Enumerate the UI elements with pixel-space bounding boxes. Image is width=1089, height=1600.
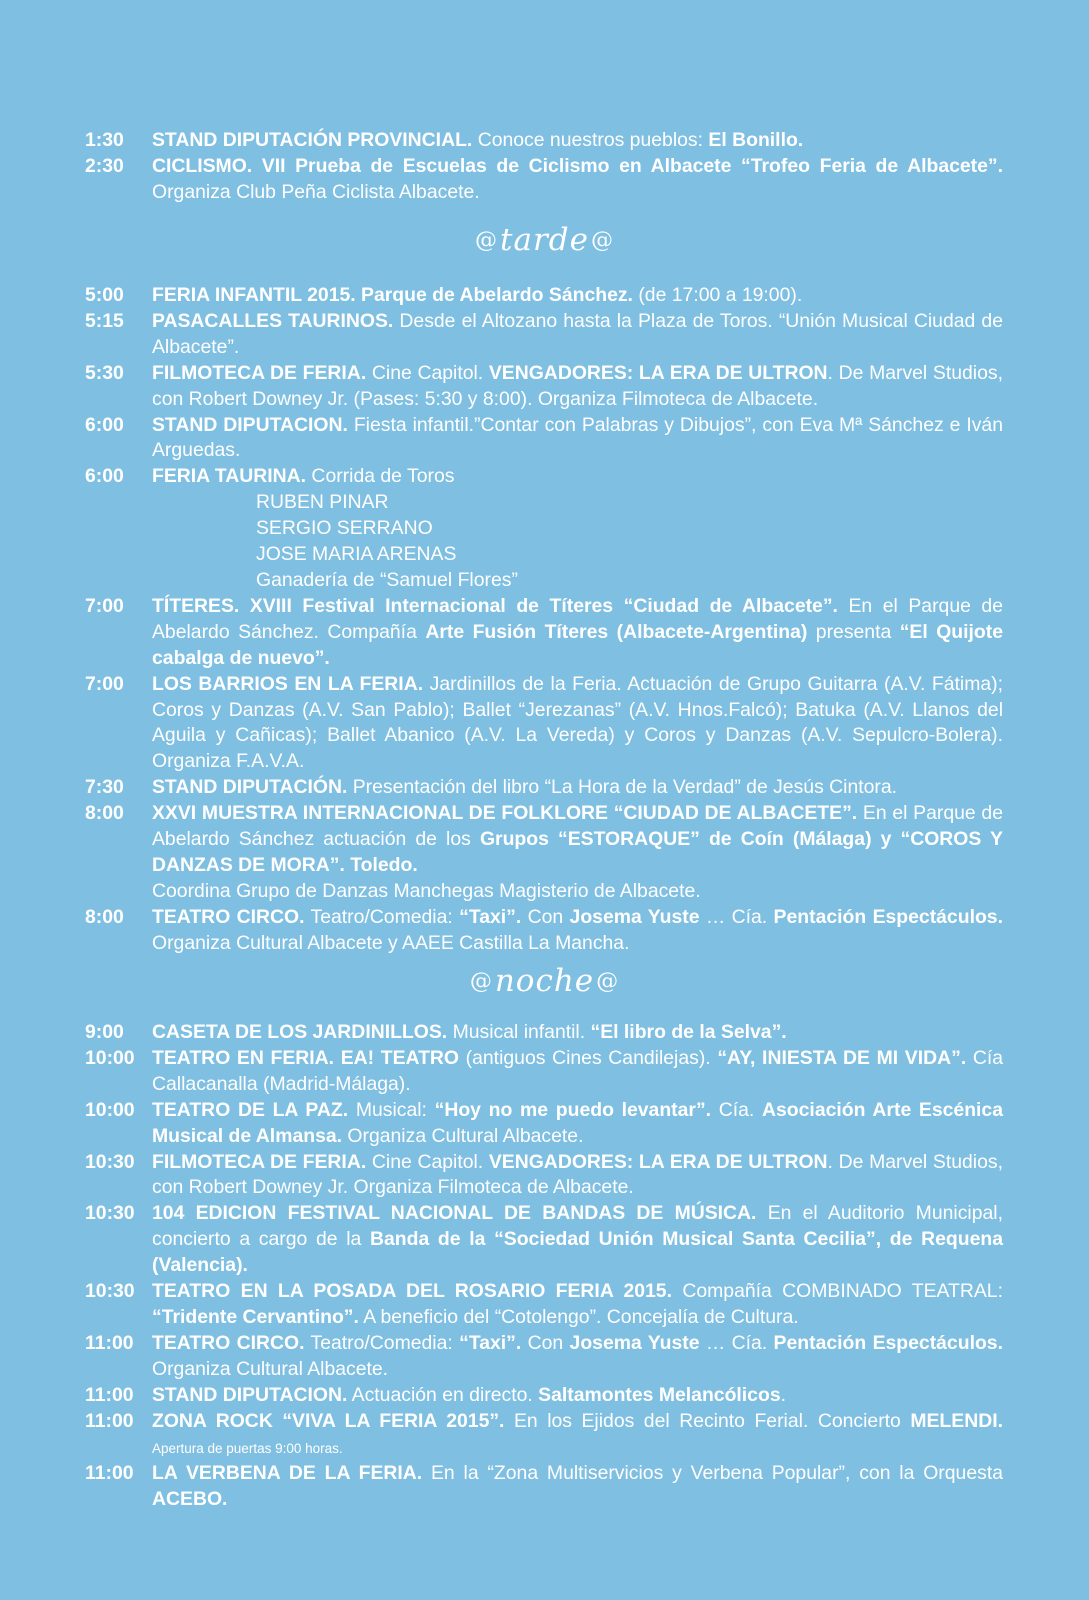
schedule-entry [85,1383,1003,1409]
entry-time: 7:00 [85,594,124,617]
swirl-left-icon: @ [469,969,493,994]
schedule-entry [85,154,1003,206]
schedule-entry [85,413,1003,465]
entry-time: 11:00 [85,1462,134,1485]
entry-time: 8:00 [85,905,124,928]
schedule-entry [85,801,1003,905]
entry-description: LOS BARRIOS EN LA FERIA. Jardinillos de la Feria. Actuación de Grupo Guitarra (A.V. Fátima); Coros y Danzas (A.V. San Pablo); Ballet “Jerezanas” (A.V. Hnos.Falcó); Batuka (A.V. Llanos del Aguila y Cañicas); Ballet Abanico (A.V. La Vereda) y Coros y Danzas (A.V. Sepulcro-Bolera). Organiza F.A.V.A. [152,672,1003,773]
swirl-right-icon: @ [590,228,614,253]
entry-description: FERIA INFANTIL 2015. Parque de Abelardo Sánchez. (de 17:00 a 19:00). [152,284,803,306]
schedule-entry [85,128,1003,154]
entry-time: 10:00 [85,1098,135,1121]
entry-description: FILMOTECA DE FERIA. Cine Capitol. VENGADORES: LA ERA DE ULTRON. De Marvel Studios, con Robert Downey Jr. Organiza Filmoteca de Albacete. [152,1150,1003,1199]
entry-description: 104 EDICION FESTIVAL NACIONAL DE BANDAS DE MÚSICA. En el Auditorio Municipal, concierto a cargo de la Banda de la “Sociedad Unión Musical Santa Cecilia”, de Requena (Valencia). [152,1202,1003,1277]
swirl-left-icon: @ [475,228,499,253]
schedule-entry [85,672,1003,776]
entry-time: 5:30 [85,361,124,384]
entry-description: FILMOTECA DE FERIA. Cine Capitol. VENGADORES: LA ERA DE ULTRON. De Marvel Studios, con Robert Downey Jr. (Pases: 5:30 y 8:00). Organiza Filmoteca de Albacete. [152,361,1003,410]
entry-time: 1:30 [85,129,124,151]
entry-description: STAND DIPUTACION. Fiesta infantil.”Contar con Palabras y Dibujos”, con Eva Mª Sánchez e Iván Arguedas. [152,413,1003,462]
entry-description: XXVI MUESTRA INTERNACIONAL DE FOLKLORE “CIUDAD DE ALBACETE”. En el Parque de Abelardo Sánchez actuación de los Grupos “ESTORAQUE” de Coín (Málaga) y “COROS Y DANZAS DE MORA”. Toledo. Coordina Grupo de Danzas Manchegas Magisterio de Albacete. [152,802,1003,902]
schedule-entry [85,464,1003,594]
entry-time: 10:00 [85,1046,135,1069]
entry-description: STAND DIPUTACIÓN PROVINCIAL. Conoce nuestros pueblos: El Bonillo. [152,129,804,151]
entry-time: 7:30 [85,776,124,799]
entry-time: 10:30 [85,1202,135,1225]
entry-description: TEATRO EN LA POSADA DEL ROSARIO FERIA 2015. Compañía COMBINADO TEATRAL: “Tridente Cervantino”. A beneficio del “Cotolengo”. Concejalía de Cultura. [152,1280,1003,1328]
entry-time: 11:00 [85,1383,134,1406]
section-heading-noche [0,963,1089,999]
schedule-entry [85,1150,1003,1202]
entry-description: TEATRO EN FERIA. EA! TEATRO (antiguos Cines Candilejas). “AY, INIESTA DE MI VIDA”. Cía Callacanalla (Madrid-Málaga). [152,1046,1004,1095]
schedule-entry [85,1046,1003,1098]
entry-description: TEATRO CIRCO. Teatro/Comedia: “Taxi”. Con Josema Yuste … Cía. Pentación Espectáculos. Organiza Cultural Albacete y AAEE Castilla La Mancha. [152,905,1003,954]
schedule-entry [85,361,1003,413]
section-title-noche: noche [494,963,595,999]
entry-description: PASACALLES TAURINOS. Desde el Altozano hasta la Plaza de Toros. “Unión Musical Ciudad de Albacete”. [152,309,1003,358]
entry-description: LA VERBENA DE LA FERIA. En la “Zona Multiservicios y Verbena Popular”, con la Orquesta ACEBO. [152,1462,1003,1511]
entry-time: 10:30 [85,1150,135,1173]
schedule-entry [85,283,1003,309]
schedule-entry [85,1098,1003,1150]
entry-description: CASETA DE LOS JARDINILLOS. Musical infantil. “El libro de la Selva”. [152,1021,787,1043]
morning-schedule [85,128,1003,206]
entry-description: ZONA ROCK “VIVA LA FERIA 2015”. En los Ejidos del Recinto Ferial. Concierto MELENDI. Apertura de puertas 9:00 horas. [152,1409,1003,1456]
schedule-entry [85,1409,1003,1462]
entry-description: CICLISMO. VII Prueba de Escuelas de Ciclismo en Albacete “Trofeo Feria de Albacete”. Organiza Club Peña Ciclista Albacete. [152,154,1003,203]
entry-description: STAND DIPUTACION. Actuación en directo. Saltamontes Melancólicos. [152,1383,786,1406]
schedule-entry [85,309,1003,361]
entry-time: 7:00 [85,672,124,695]
entry-time: 11:00 [85,1409,134,1432]
entry-description: TEATRO DE LA PAZ. Musical: “Hoy no me puedo levantar”. Cía. Asociación Arte Escénica Musical de Almansa. Organiza Cultural Albacete. [152,1098,1003,1147]
entry-time: 5:15 [85,309,124,332]
entry-time: 6:00 [85,413,124,436]
entry-time: 2:30 [85,154,124,177]
entry-description: TÍTERES. XVIII Festival Internacional de Títeres “Ciudad de Albacete”. En el Parque de Abelardo Sánchez. Compañía Arte Fusión Títeres (Albacete-Argentina) presenta “El Quijote cabalga de nuevo”. [152,594,1003,669]
schedule-entry [85,1461,1003,1513]
entry-description: STAND DIPUTACIÓN. Presentación del libro “La Hora de la Verdad” de Jesús Cintora. [152,776,898,799]
entry-time: 9:00 [85,1021,124,1043]
schedule-entry [85,594,1003,672]
schedule-entry [85,1331,1003,1383]
section-heading-tarde [0,222,1089,258]
schedule-entry [85,775,1003,801]
entry-time: 6:00 [85,465,124,488]
entry-description: TEATRO CIRCO. Teatro/Comedia: “Taxi”. Con Josema Yuste … Cía. Pentación Espectáculos. Organiza Cultural Albacete. [152,1331,1003,1380]
section-title-tarde: tarde [500,222,589,258]
night-schedule [85,1020,1003,1513]
schedule-entry [85,1279,1003,1331]
entry-time: 8:00 [85,802,124,825]
schedule-entry [85,1201,1003,1279]
entry-time: 10:30 [85,1280,135,1303]
entry-time: 5:00 [85,284,124,306]
schedule-entry [85,1020,1003,1046]
entry-description: FERIA TAURINA. Corrida de Toros RUBEN PINAR SERGIO SERRANO JOSE MARIA ARENAS Ganadería de “Samuel Flores” [152,465,518,591]
swirl-right-icon: @ [596,969,620,994]
entry-time: 11:00 [85,1331,134,1354]
schedule-entry [85,905,1003,957]
afternoon-schedule [85,283,1003,957]
